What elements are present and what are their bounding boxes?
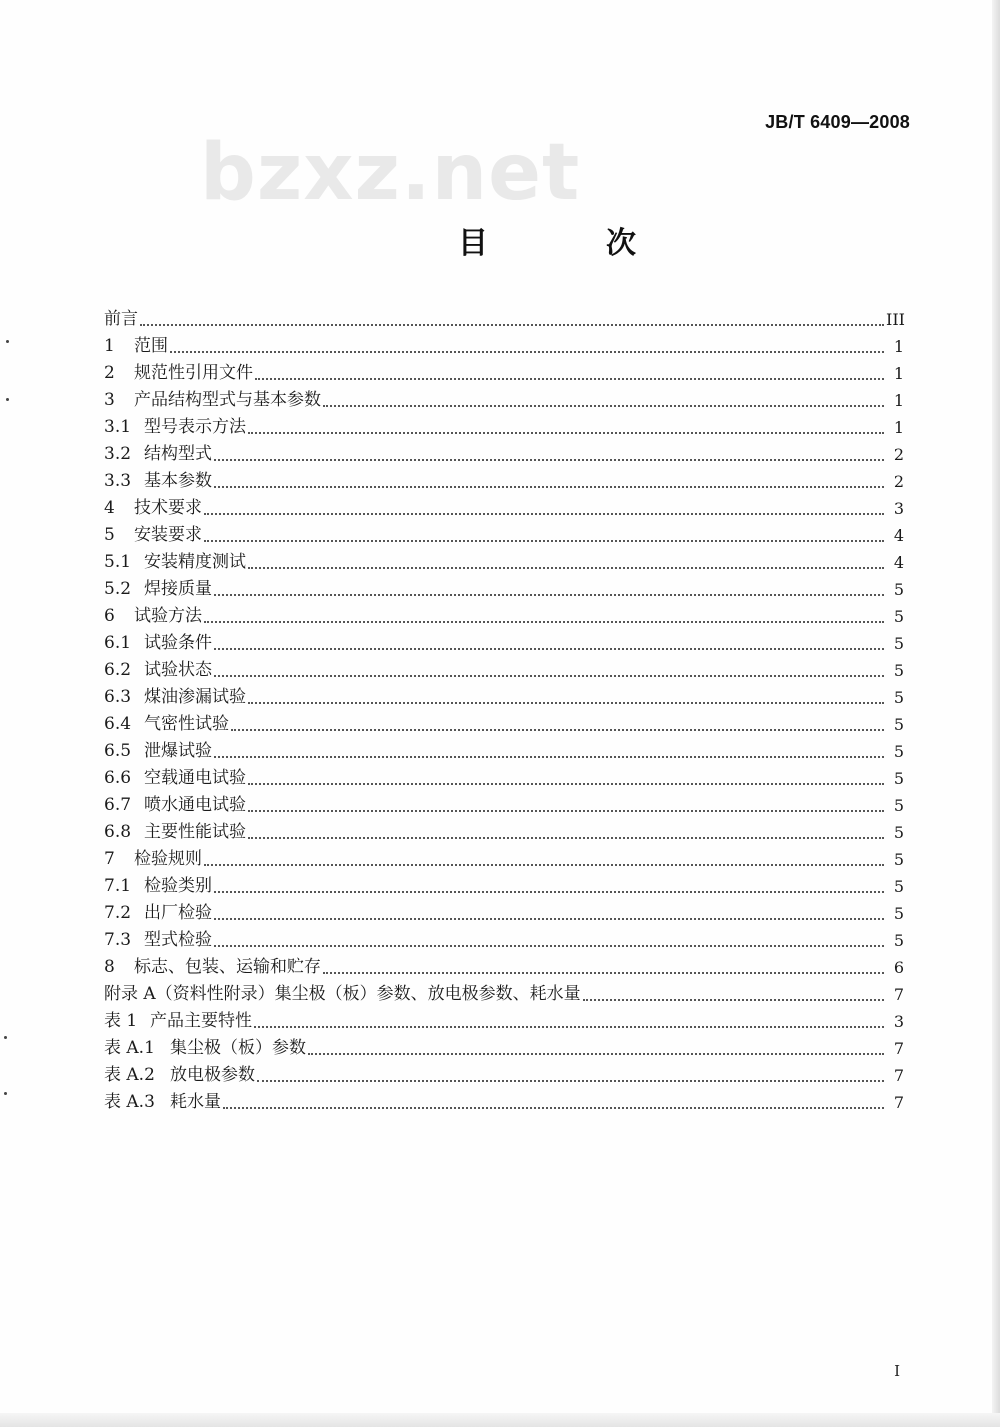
toc-entry-number: 6	[104, 606, 115, 626]
toc-entry[interactable]	[104, 792, 904, 819]
toc-leader-dots	[248, 431, 884, 434]
toc-leader-dots	[204, 620, 884, 623]
toc-entry-page: 2	[893, 445, 904, 464]
toc-entry-page: 5	[893, 715, 904, 734]
toc-leader-dots	[214, 755, 884, 758]
toc-entry[interactable]	[104, 684, 904, 711]
scan-speck	[6, 398, 9, 401]
scan-speck	[4, 1092, 7, 1095]
toc-entry[interactable]	[104, 846, 904, 873]
toc-entry-number: 7	[104, 849, 115, 869]
toc-entry-page: 1	[893, 418, 904, 437]
toc-entry-title: 安装精度测试	[144, 552, 246, 572]
scan-speck	[4, 1036, 7, 1039]
toc-entry-number: 6.5	[104, 741, 132, 761]
toc-leader-dots	[214, 944, 884, 947]
toc-entry-page: 5	[893, 742, 904, 761]
toc-entry-number: 3.3	[104, 471, 132, 491]
toc-entry-number: 5	[104, 525, 115, 545]
toc-leader-dots	[214, 593, 884, 596]
toc-entry[interactable]	[104, 738, 904, 765]
toc-entry[interactable]	[104, 1089, 904, 1116]
toc-leader-dots	[248, 701, 884, 704]
toc-entry-page: 5	[893, 904, 904, 923]
toc-entry[interactable]	[104, 549, 904, 576]
toc-entry[interactable]	[104, 900, 904, 927]
toc-entry-title: 型号表示方法	[144, 417, 246, 437]
table-of-contents	[104, 306, 904, 1116]
toc-entry-page: 5	[893, 931, 904, 950]
toc-entry[interactable]	[104, 495, 904, 522]
toc-entry-page: 5	[893, 580, 904, 599]
toc-entry-title: 检验规则	[134, 849, 202, 869]
toc-entry-page: 5	[893, 607, 904, 626]
toc-leader-dots	[323, 971, 884, 974]
toc-entry-title: 空载通电试验	[144, 768, 246, 788]
toc-entry-title: 出厂检验	[144, 903, 212, 923]
toc-entry-page: 7	[893, 1093, 904, 1112]
toc-entry-title: 焊接质量	[144, 579, 212, 599]
toc-entry-page: 1	[893, 337, 904, 356]
toc-leader-dots	[583, 998, 884, 1001]
toc-entry-page: 5	[893, 634, 904, 653]
toc-entry-number: 7.1	[104, 876, 132, 896]
toc-entry-title: 型式检验	[144, 930, 212, 950]
toc-entry-page: 1	[893, 364, 904, 383]
toc-entry[interactable]	[104, 819, 904, 846]
toc-leader-dots	[255, 377, 884, 380]
toc-entry[interactable]	[104, 1008, 904, 1035]
toc-entry-title: 基本参数	[144, 471, 212, 491]
toc-entry-page: 6	[893, 958, 904, 977]
toc-entry-title: 煤油渗漏试验	[144, 687, 246, 707]
toc-leader-dots	[254, 1025, 884, 1028]
toc-entry[interactable]	[104, 414, 904, 441]
toc-leader-dots	[204, 863, 884, 866]
toc-entry-title: 试验条件	[144, 633, 212, 653]
toc-entry[interactable]	[104, 360, 904, 387]
toc-entry[interactable]	[104, 873, 904, 900]
toc-leader-dots	[248, 836, 884, 839]
toc-entry-page: 5	[893, 661, 904, 680]
toc-entry[interactable]	[104, 387, 904, 414]
toc-entry-page: 2	[893, 472, 904, 491]
toc-leader-dots	[308, 1052, 884, 1055]
toc-leader-dots	[248, 566, 884, 569]
toc-leader-dots	[323, 404, 884, 407]
page-edge-shadow	[992, 0, 1000, 1427]
toc-entry[interactable]	[104, 927, 904, 954]
toc-entry-number: 5.2	[104, 579, 132, 599]
toc-leader-dots	[214, 647, 884, 650]
toc-entry-number: 3.1	[104, 417, 132, 437]
document-code: JB/T 6409—2008	[765, 112, 910, 132]
toc-entry[interactable]	[104, 630, 904, 657]
toc-entry-title: 产品主要特性	[150, 1011, 252, 1031]
toc-entry-title: 试验状态	[144, 660, 212, 680]
toc-entry-page: 5	[893, 823, 904, 842]
toc-entry-title: 试验方法	[134, 606, 202, 626]
toc-entry[interactable]	[104, 306, 904, 333]
toc-entry[interactable]	[104, 576, 904, 603]
toc-entry-page: 4	[893, 526, 904, 545]
toc-leader-dots	[214, 458, 884, 461]
toc-entry[interactable]	[104, 981, 904, 1008]
toc-entry-number: 6.6	[104, 768, 132, 788]
toc-entry-number: 表 A.3	[104, 1092, 155, 1112]
toc-entry-page: 3	[893, 499, 904, 518]
toc-leader-dots	[223, 1106, 884, 1109]
toc-leader-dots	[231, 728, 884, 731]
toc-entry-number: 6.4	[104, 714, 132, 734]
toc-entry[interactable]	[104, 1062, 904, 1089]
toc-entry-number: 表 A.2	[104, 1065, 155, 1085]
toc-entry-title: 检验类别	[144, 876, 212, 896]
toc-entry-page: 1	[893, 391, 904, 410]
toc-entry-number: 3.2	[104, 444, 132, 464]
toc-entry-page: 5	[893, 877, 904, 896]
toc-entry-number: 表 A.1	[104, 1038, 155, 1058]
toc-entry-title: 集尘极（板）参数	[170, 1038, 306, 1058]
toc-leader-dots	[248, 809, 884, 812]
toc-entry-title: 气密性试验	[144, 714, 229, 734]
toc-entry-number: 3	[104, 390, 115, 410]
toc-entry-number: 6.8	[104, 822, 132, 842]
toc-entry-title: 标志、包装、运输和贮存	[134, 957, 321, 977]
toc-entry-page: 5	[893, 796, 904, 815]
toc-entry-title: 技术要求	[134, 498, 202, 518]
page-number: I	[894, 1362, 900, 1380]
toc-entry-title: 喷水通电试验	[144, 795, 246, 815]
toc-entry-title: 结构型式	[144, 444, 212, 464]
toc-entry-title: 规范性引用文件	[134, 363, 253, 383]
toc-entry-number: 2	[104, 363, 115, 383]
toc-entry-number: 5.1	[104, 552, 132, 572]
toc-entry-page: 3	[893, 1012, 904, 1031]
toc-entry-number: 6.7	[104, 795, 132, 815]
toc-entry-title: 主要性能试验	[144, 822, 246, 842]
toc-entry-number: 7.2	[104, 903, 132, 923]
toc-entry-page: 7	[893, 985, 904, 1004]
toc-entry-title: 产品结构型式与基本参数	[134, 390, 321, 410]
toc-entry[interactable]	[104, 603, 904, 630]
toc-entry-title: 前言	[104, 309, 138, 329]
toc-leader-dots	[214, 674, 884, 677]
toc-leader-dots	[204, 539, 884, 542]
toc-entry-page: 7	[893, 1039, 904, 1058]
toc-leader-dots	[214, 890, 884, 893]
page-bottom-shadow	[0, 1413, 1000, 1427]
toc-entry-title: 安装要求	[134, 525, 202, 545]
toc-entry[interactable]	[104, 468, 904, 495]
toc-entry-number: 6.1	[104, 633, 132, 653]
toc-entry-number: 6.3	[104, 687, 132, 707]
toc-entry-page: 5	[893, 688, 904, 707]
toc-leader-dots	[257, 1079, 884, 1082]
toc-entry[interactable]	[104, 522, 904, 549]
toc-entry[interactable]	[104, 441, 904, 468]
toc-entry[interactable]	[104, 333, 904, 360]
toc-entry-number: 7.3	[104, 930, 132, 950]
toc-entry[interactable]	[104, 765, 904, 792]
toc-entry[interactable]	[104, 954, 904, 981]
toc-entry-page: 5	[893, 850, 904, 869]
toc-leader-dots	[214, 485, 884, 488]
toc-leader-dots	[170, 350, 884, 353]
toc-entry-number: 8	[104, 957, 115, 977]
page-title: 目 次	[458, 226, 680, 261]
toc-leader-dots	[204, 512, 884, 515]
toc-entry-page: 7	[893, 1066, 904, 1085]
toc-entry-number: 6.2	[104, 660, 132, 680]
watermark: bzxz.net	[200, 128, 581, 218]
toc-entry-title: 放电极参数	[170, 1065, 255, 1085]
toc-leader-dots	[248, 782, 884, 785]
toc-entry[interactable]	[104, 657, 904, 684]
toc-leader-dots	[140, 323, 884, 326]
scan-speck	[6, 340, 9, 343]
toc-entry[interactable]	[104, 711, 904, 738]
toc-entry-title: 附录 A（资料性附录）集尘极（板）参数、放电极参数、耗水量	[104, 984, 581, 1004]
toc-entry-page: 4	[893, 553, 904, 572]
toc-entry-title: 泄爆试验	[144, 741, 212, 761]
toc-entry-number: 1	[104, 336, 115, 356]
toc-entry-number: 4	[104, 498, 115, 518]
toc-entry-number: 表 1	[104, 1011, 138, 1031]
toc-entry-page: III	[886, 310, 905, 329]
toc-entry-page: 5	[893, 769, 904, 788]
toc-entry[interactable]	[104, 1035, 904, 1062]
toc-entry-title: 耗水量	[170, 1092, 221, 1112]
toc-leader-dots	[214, 917, 884, 920]
toc-entry-title: 范围	[134, 336, 168, 356]
